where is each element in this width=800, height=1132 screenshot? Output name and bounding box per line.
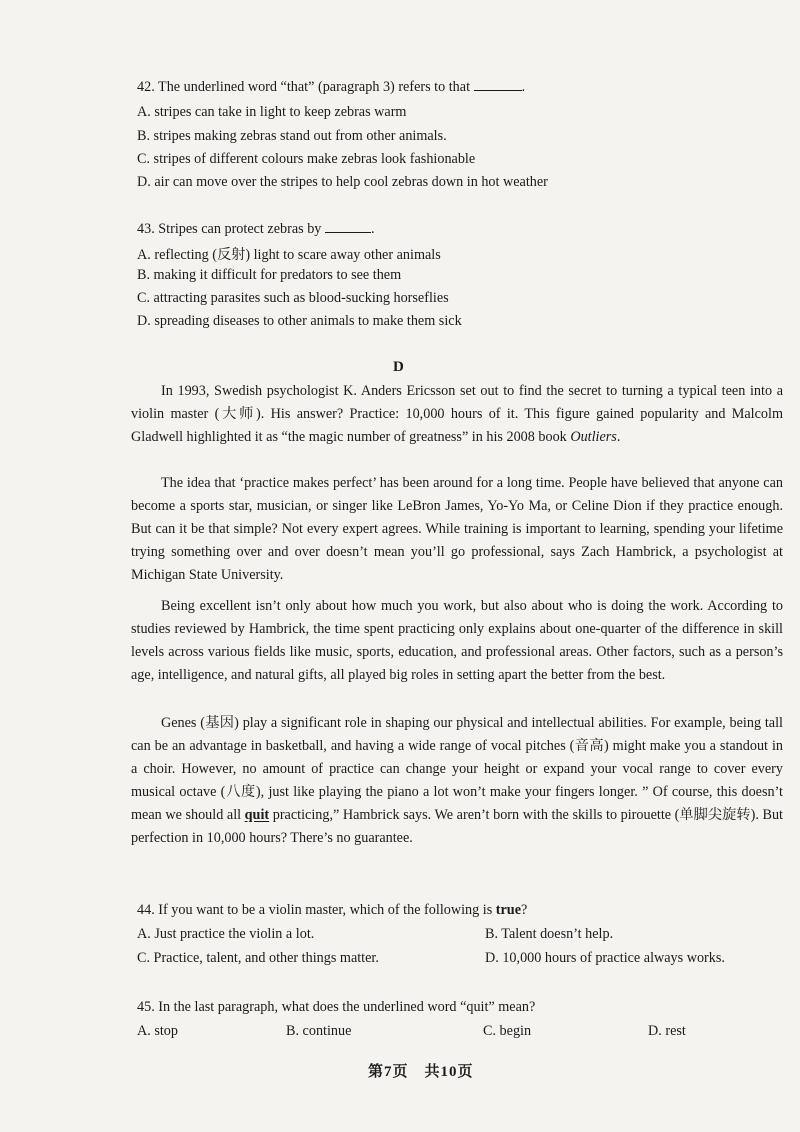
passage-paragraph-4: [131, 712, 783, 850]
section-title: D: [393, 359, 404, 375]
question-42-stem: [137, 79, 525, 96]
question-45-stem: 45. In the last paragraph, what does the underlined word “quit” mean?: [137, 999, 536, 1015]
question-43-stem: [137, 221, 374, 238]
question-43-option-b: B. making it difficult for predators to see them: [137, 267, 402, 283]
question-42-option-c: C. stripes of different colours make zebras look fashionable: [137, 151, 476, 167]
passage-paragraph-3: Being excellent isn’t only about how much you work, but also about who is doing the work. According to studies reviewed by Hambrick, the time spent practicing only explains about one-quarter of the difference in skill levels across various fields like music, sports, education, and professional areas. Other factors, such as a person’s age, intelligence, and natural gifts, all played big roles in setting apart the better from the best.: [131, 598, 783, 683]
answer-blank: [474, 80, 522, 91]
question-44-text: 44. If you want to be a violin master, which of the following is: [137, 902, 496, 918]
question-43-text: 43. Stripes can protect zebras by: [137, 221, 325, 237]
question-44-stem: [137, 902, 527, 919]
underlined-word-quit: quit: [244, 807, 270, 823]
question-42-option-b: B. stripes making zebras stand out from other animals.: [137, 128, 447, 144]
question-44-option-a: A. Just practice the violin a lot.: [137, 926, 315, 942]
question-43-option-a: A. reflecting (反射) light to scare away other animals: [137, 247, 441, 263]
question-44-option-d: D. 10,000 hours of practice always works.: [485, 950, 725, 966]
question-44-option-c: C. Practice, talent, and other things matter.: [137, 950, 379, 966]
question-44-end: ?: [521, 902, 528, 918]
question-45-option-b: B. continue: [286, 1023, 352, 1039]
question-45-option-c: C. begin: [483, 1023, 532, 1039]
page-number: 第7页 共10页: [368, 1064, 474, 1080]
question-44-emphasis: true: [495, 902, 521, 918]
question-42-option-a: A. stripes can take in light to keep zebras warm: [137, 104, 407, 120]
passage-paragraph-1: [131, 380, 783, 449]
paragraph-4-text-end: practicing,” Hambrick says. We aren’t born with the skills to pirouette (单脚尖旋转). But perfection in 10,000 hours? There’s no guarantee.: [131, 807, 783, 846]
question-43-option-c: C. attracting parasites such as blood-sucking horseflies: [137, 290, 449, 306]
paragraph-4-text: Genes (基因) play a significant role in shaping our physical and intellectual abilities. For example, being tall can be an advantage in basketball, and having a wide range of vocal pitches (音高) might make you a standout in a choir. However, no amount of practice can change your height or expand your vocal range to cover every musical octave (八度), just like playing the piano a lot won’t make your fingers longer. ” Of course, this doesn’t mean we should all: [131, 715, 783, 823]
paragraph-1-end: .: [616, 429, 621, 445]
paragraph-1-text: In 1993, Swedish psychologist K. Anders Ericsson set out to find the secret to turning a typical teen into a violin master (大师). His answer? Practice: 10,000 hours of it. This figure gained popularity and Malcolm Gladwell highlighted it as “the magic number of greatness” in his 2008 book: [131, 383, 783, 445]
question-42-end: .: [521, 79, 526, 95]
question-45-option-d: D. rest: [648, 1023, 686, 1039]
question-43-end: .: [370, 221, 375, 237]
question-44-option-b: B. Talent doesn’t help.: [485, 926, 614, 942]
book-title: Outliers: [570, 429, 617, 445]
answer-blank: [325, 222, 371, 233]
question-42-text: 42. The underlined word “that” (paragraph 3) refers to that: [137, 79, 474, 95]
question-43-option-d: D. spreading diseases to other animals to make them sick: [137, 313, 462, 329]
question-45-option-a: A. stop: [137, 1023, 178, 1039]
passage-paragraph-2: The idea that ‘practice makes perfect’ has been around for a long time. People have believed that anyone can become a sports star, musician, or singer like LeBron James, Yo-Yo Ma, or Celine Dion if they practice enough. But can it be that simple? Not every expert agrees. While training is important to learning, spending your lifetime trying something over and over doesn’t mean you’ll go professional, says Zach Hambrick, a psychologist at Michigan State University.: [131, 475, 783, 583]
question-42-option-d: D. air can move over the stripes to help cool zebras down in hot weather: [137, 174, 548, 190]
